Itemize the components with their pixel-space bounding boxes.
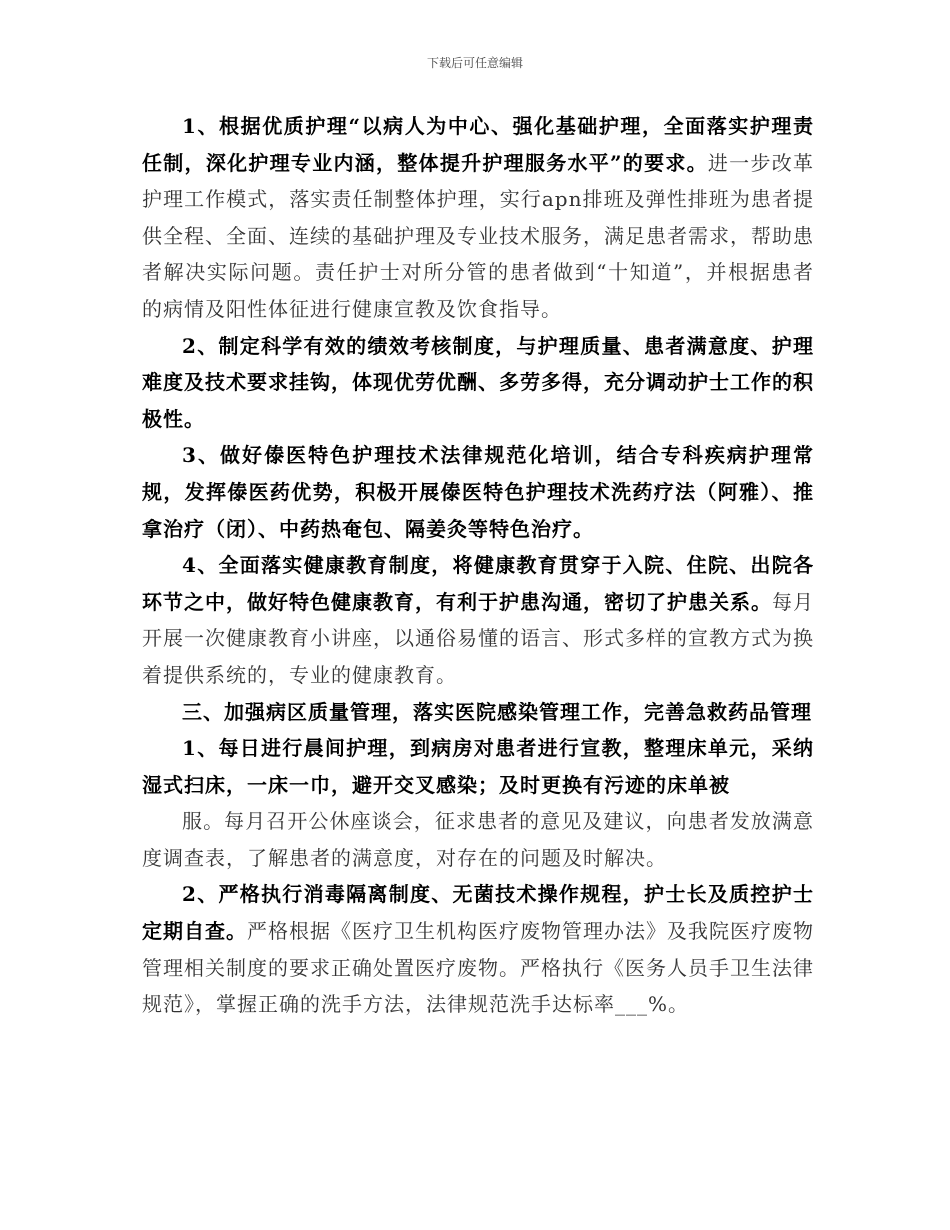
paragraph-4 [142, 547, 814, 693]
paragraph-bold-lead: 3、做好傣医特色护理技术法律规范化培训，结合专科疾病护理常规，发挥傣医药优势，积极开展傣医特色护理技术洗药疗法（阿雅）、推拿治疗（闭）、中药热奄包、隔姜灸等特色治疗。 [142, 443, 814, 541]
paragraph-bold-lead: 2、严格执行消毒隔离制度、无菌技术操作规程，护士长及质控护士定期自查。 [142, 882, 814, 944]
paragraph-5-continued [142, 803, 814, 876]
paragraph-bold-lead: 2、制定科学有效的绩效考核制度，与护理质量、患者满意度、护理难度及技术要求挂钩，体现优劳优酬、多劳多得，充分调动护士工作的积极性。 [142, 333, 814, 431]
paragraph-text: 严格根据《医疗卫生机构医疗废物管理办法》及我院医疗废物管理相关制度的要求正确处置医疗废物。严格执行《医务人员手卫生法律规范》，掌握正确的洗手方法，法律规范洗手达标率___%。 [142, 919, 814, 1017]
document-body [142, 108, 814, 1023]
paragraph-bold-lead: 1、根据优质护理“以病人为中心、强化基础护理，全面落实护理责任制，深化护理专业内涵，整体提升护理服务水平”的要求。 [142, 114, 814, 175]
paragraph-text: 每月开展一次健康教育小讲座，以通俗易懂的语言、形式多样的宣教方式为换着提供系统的，专业的健康教育。 [142, 589, 814, 687]
paragraph-text: 进一步改革护理工作模式，落实责任制整体护理，实行apn排班及弹性排班为患者提供全程、全面、连续的基础护理及专业技术服务，满足患者需求，帮助患者解决实际问题。责任护士对所分管的患者做到“十知道”，并根据患者的病情及阳性体征进行健康宣教及饮食指导。 [142, 150, 815, 321]
paragraph-3 [142, 437, 814, 547]
paragraph-bold-lead: 1、每日进行晨间护理，到病房对患者进行宣教，整理床单元，采纳湿式扫床，一床一巾，避开交叉感染；及时更换有污迹的床单被 [142, 736, 814, 797]
paragraph-text: 服。每月召开公休座谈会，征求患者的意见及建议，向患者发放满意度调查表，了解患者的满意度，对存在的问题及时解决。 [142, 809, 814, 870]
paragraph-bold-lead: 4、全面落实健康教育制度，将健康教育贯穿于入院、住院、出院各环节之中，做好特色健康教育，有利于护患沟通，密切了护患关系。 [142, 553, 814, 614]
paragraph-6 [142, 876, 814, 1022]
page-header: 下载后可任意编辑 [426, 56, 523, 70]
section-heading-text: 三、加强病区质量管理，落实医院感染管理工作，完善急救药品管理 [182, 699, 812, 724]
section-heading [142, 694, 814, 731]
paragraph-1 [142, 108, 814, 328]
paragraph-2 [142, 328, 814, 438]
paragraph-5 [142, 730, 814, 803]
